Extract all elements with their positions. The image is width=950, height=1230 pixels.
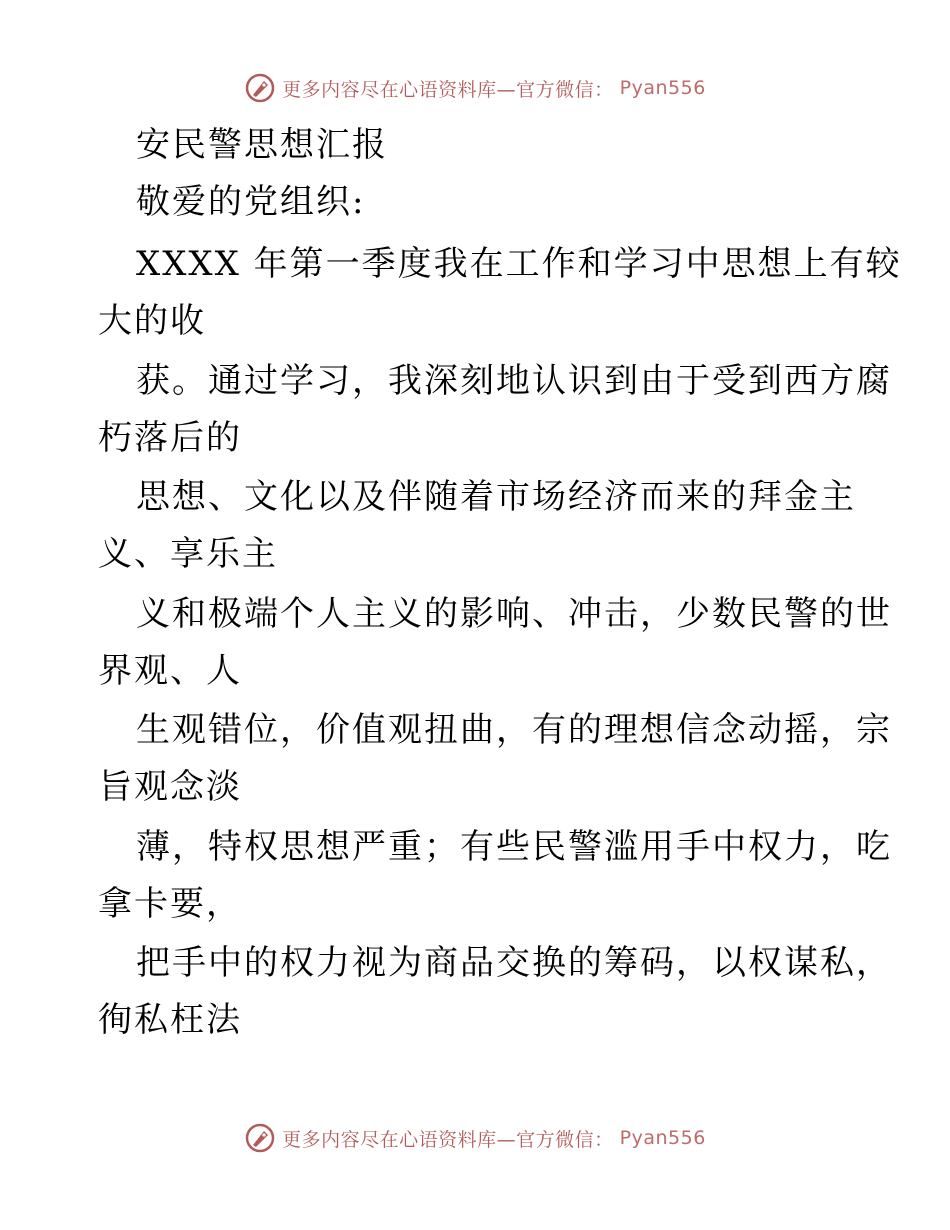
footer-watermark — [0, 1122, 950, 1154]
paragraph-line: 拿卡要， — [98, 884, 242, 924]
paragraph-line: 义、享乐主 — [98, 534, 278, 574]
paragraph-line: 界观、人 — [98, 651, 242, 691]
paragraph-line: 把手中的权力视为商品交换的筹码，以权谋私， — [136, 943, 892, 983]
header-watermark — [0, 72, 950, 104]
paragraph-line: 朽落后的 — [98, 418, 242, 458]
paragraph-line: 大的收 — [98, 301, 206, 341]
paragraph-line: 徇私枉法 — [98, 1000, 242, 1040]
pen-nib-logo-icon — [244, 72, 276, 104]
watermark-wechat-id: Pyan556 — [619, 1127, 706, 1149]
pen-nib-logo-icon — [244, 1122, 276, 1154]
salutation: 敬爱的党组织: — [136, 182, 366, 222]
paragraph-line: 义和极端个人主义的影响、冲击，少数民警的世 — [136, 594, 892, 634]
paragraph-line: XXXX 年第一季度我在工作和学习中思想上有较 — [136, 244, 902, 284]
watermark-wechat-id: Pyan556 — [619, 77, 706, 99]
document-title: 安民警思想汇报 — [136, 125, 388, 165]
paragraph-line: 旨观念淡 — [98, 767, 242, 807]
paragraph-line: 生观错位，价值观扭曲，有的理想信念动摇，宗 — [136, 710, 892, 750]
paragraph-line: 思想、文化以及伴随着市场经济而来的拜金主 — [136, 477, 856, 517]
paragraph-line: 薄，特权思想严重；有些民警滥用手中权力，吃 — [136, 827, 892, 867]
watermark-text: 更多内容尽在心语资料库—官方微信： — [282, 78, 614, 101]
paragraph-line: 获。通过学习，我深刻地认识到由于受到西方腐 — [136, 361, 892, 401]
watermark-text: 更多内容尽在心语资料库—官方微信： — [282, 1128, 614, 1151]
